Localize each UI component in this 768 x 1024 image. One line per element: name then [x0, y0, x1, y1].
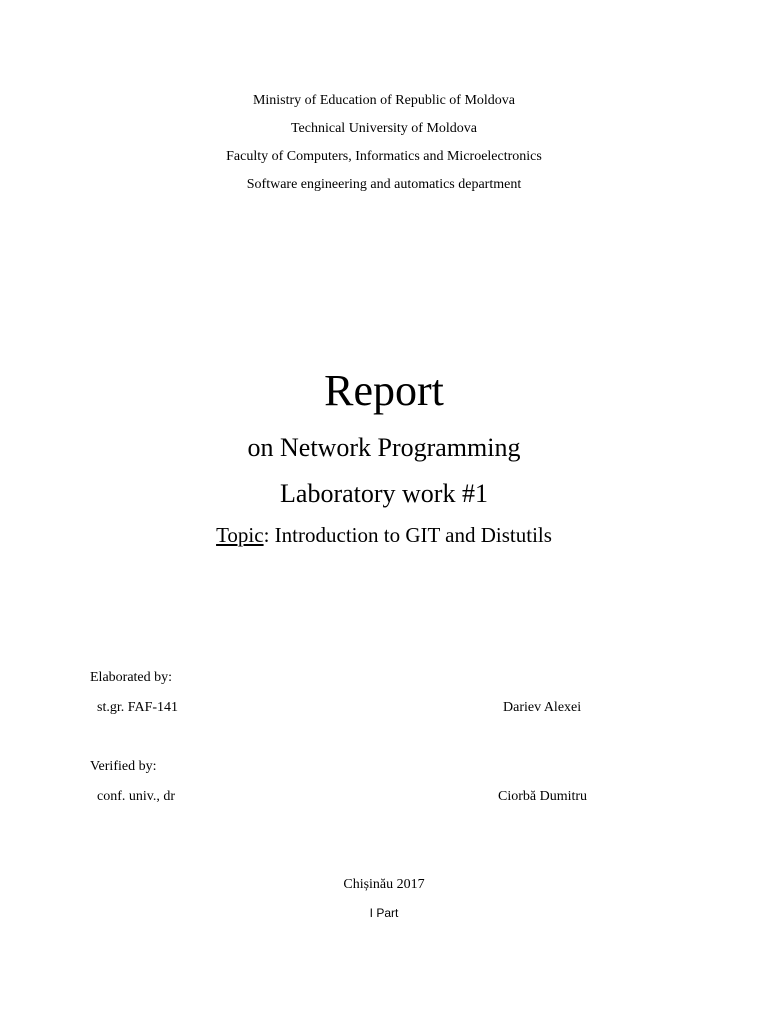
department-line: Software engineering and automatics department — [246, 177, 522, 192]
verifier-title: conf. univ., dr — [97, 789, 176, 804]
student-name: Dariev Alexei — [503, 700, 582, 715]
verified-heading: Verified by: — [90, 759, 157, 774]
report-topic — [0, 522, 768, 548]
lab-work-title: Laboratory work #1 — [280, 479, 488, 508]
topic-label: Topic — [216, 523, 264, 547]
part-label: I Part — [369, 906, 399, 920]
report-title: Report — [324, 366, 444, 415]
ministry-line: Ministry of Education of Republic of Moldova — [252, 93, 516, 108]
report-subject: on Network Programming — [247, 433, 521, 462]
faculty-line: Faculty of Computers, Informatics and Microelectronics — [226, 149, 542, 164]
elaborated-heading: Elaborated by: — [90, 670, 173, 685]
topic-text: : Introduction to GIT and Distutils — [263, 523, 552, 547]
city-year: Chișinău 2017 — [343, 877, 425, 892]
student-group: st.gr. FAF-141 — [97, 700, 179, 715]
university-line: Technical University of Moldova — [290, 121, 478, 136]
verifier-name: Ciorbă Dumitru — [498, 789, 588, 804]
